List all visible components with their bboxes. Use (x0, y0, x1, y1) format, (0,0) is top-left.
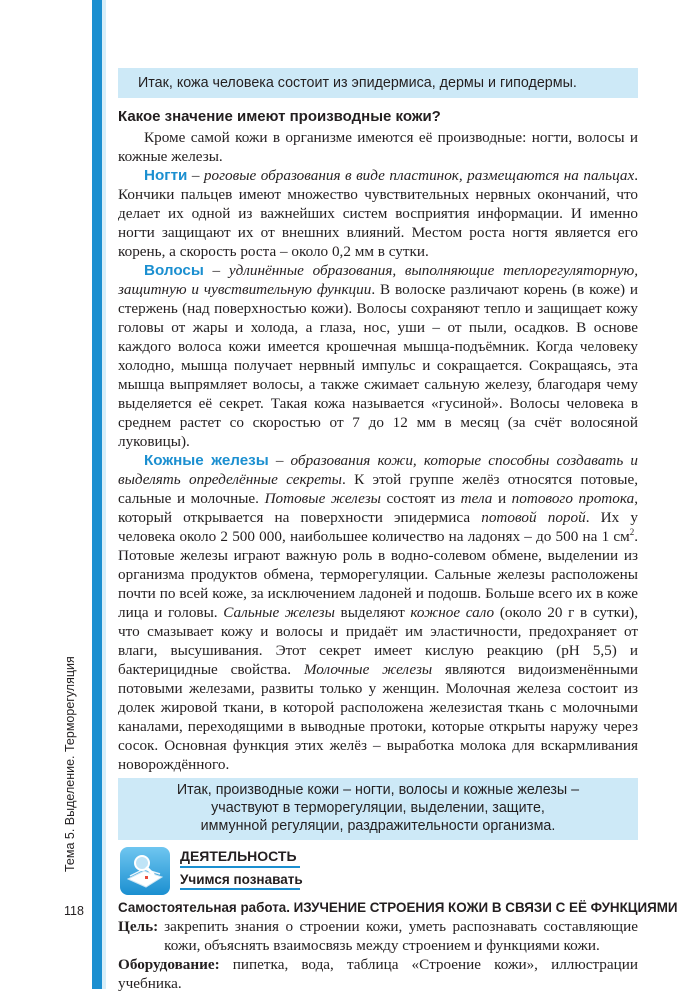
text-span: (около 20 г в сутки), что смазывает кожу и волосы и придаёт им эластичности, предохраняет от влаги, высушивания. Этот секрет имеет кислую реакцию (pH 5,5) и бактерицидные свойства. (118, 604, 638, 678)
italic-span: кожное сало (410, 604, 495, 621)
text-span: , который открывается на поверхности эпидермиса (118, 490, 638, 526)
task-goal (118, 917, 638, 955)
term-glands: Кожные железы (144, 452, 269, 469)
summary-line: участвуют в терморегуляции, выделении, защите, (211, 800, 545, 816)
text-span: . К этой группе желёз относятся потовые, сальные и молочные. (118, 471, 638, 507)
term-nails: Ногти (144, 167, 188, 184)
equipment-label: Оборудование: (118, 956, 220, 973)
underline (180, 866, 300, 868)
paragraph-intro: Кроме самой кожи в организме имеются её производные: ногти, волосы и кожные железы. (118, 129, 638, 165)
text-span: и (492, 490, 512, 507)
side-margin (0, 0, 102, 989)
side-stripe-light (102, 0, 106, 989)
italic-span: Сальные железы (223, 604, 335, 621)
book-magnifier-icon (118, 845, 174, 897)
page-content (118, 68, 678, 993)
task-title: Самостоятельная работа. ИЗУЧЕНИЕ СТРОЕНИЯ КОЖИ В СВЯЗИ С ЕЁ ФУНКЦИЯМИ (118, 900, 678, 915)
paragraph-glands (118, 451, 638, 774)
summary-box-2 (118, 778, 638, 840)
italic-span: Потовые железы (264, 490, 381, 507)
paragraph-hair (118, 261, 638, 451)
activity-subtitle: Учимся познавать (180, 872, 303, 887)
text-span: состоят из (380, 490, 461, 507)
text-span: . Потовые железы играют важную роль в водно-солевом обмене, выделении из организма продуктов обмена, терморегуляции. Сальные железы расположены почти по всей коже, за исключением ладоней и подошв. Больше всего их в коже лица и головы. (118, 528, 638, 621)
activity-header (118, 845, 638, 897)
text-span: являются видоизменёнными потовыми железами, развиты только у женщин. Молочная железа состоит из долек жировой ткани, в которой расположена железистая ткань с молочными каналами, переходящими в выводные протоки, которые открыты наружу через сосок. Основная функция этих желёз – выработка молока для вскармливания новорождённого. (118, 661, 638, 773)
italic-span: Молочные железы (303, 661, 433, 678)
superscript: 2 (629, 526, 635, 537)
paragraph-nails (118, 166, 638, 261)
equipment-text: пипетка, вода, таблица «Строение кожи», иллюстрации учебника. (118, 956, 638, 992)
page-number: 118 (64, 904, 84, 918)
activity-title: ДЕЯТЕЛЬНОСТЬ (180, 848, 297, 864)
side-stripe (92, 0, 102, 989)
term-hair: Волосы (144, 262, 204, 279)
text-span: . Их у человека около 2 500 000, наибольшее количество на ладонях – до 500 на 1 см (118, 509, 638, 545)
definition-hair: – удлинённые образования, выполняющие теплорегуляторную, защитную и чувствительную функции (118, 262, 638, 298)
text-span: выделяют (334, 604, 411, 621)
text-nails: . Кончики пальцев имеют множество чувствительных нервных окончаний, что делает их одной из важнейших систем восприятия информации. И именно ногти защищают их от внешних влияний. Местом роста ногтя является его корень, а скорость роста – около 0,2 мм в сутки. (118, 167, 638, 260)
goal-text: закрепить знания о строении кожи, уметь распознавать составляющие кожи, объяснять взаимосвязь между строением и функциями кожи. (164, 918, 638, 954)
goal-label: Цель: (118, 918, 159, 935)
chapter-title: Тема 5. Выделение. Терморегуляция (63, 656, 77, 872)
underline (180, 888, 300, 890)
section-heading: Какое значение имеют производные кожи? (118, 108, 441, 125)
summary-box-1: Итак, кожа человека состоит из эпидермиса, дермы и гиподермы. (118, 68, 638, 98)
definition-glands: – образования кожи, которые способны создавать и выделять определённые секреты (118, 452, 638, 488)
definition-nails: – роговые образования в виде пластинок, размещаются на пальцах (187, 167, 635, 184)
italic-span: потовой порой (481, 509, 586, 526)
summary-line: иммунной регуляции, раздражительности организма. (200, 818, 556, 834)
task-equipment (118, 955, 638, 993)
italic-span: тела (460, 490, 493, 507)
text-hair: . В волоске различают корень (в коже) и стержень (над поверхностью кожи). Волосы сохраняют тепло и защищает кожу головы от жары и холода, а глаза, нос, уши – от пыли, осадков. В основе каждого волоса кожи имеется крошечная мышца-подъёмник. Когда человеку холодно, мышца получает нервный импульс и сокращается. Сокращаясь, эта мышца выпрямляет волосы, а также сжимает сальную железу, благодаря чему выделяется её секрет. Такая кожа называется «гусиной». Волосы человека в среднем растет со скоростью от 7 до 12 мм в месяц (за счёт волосяной луковицы). (118, 281, 639, 450)
italic-span: потового протока (511, 490, 635, 507)
summary-line: Итак, производные кожи – ногти, волосы и кожные железы – (176, 782, 580, 798)
